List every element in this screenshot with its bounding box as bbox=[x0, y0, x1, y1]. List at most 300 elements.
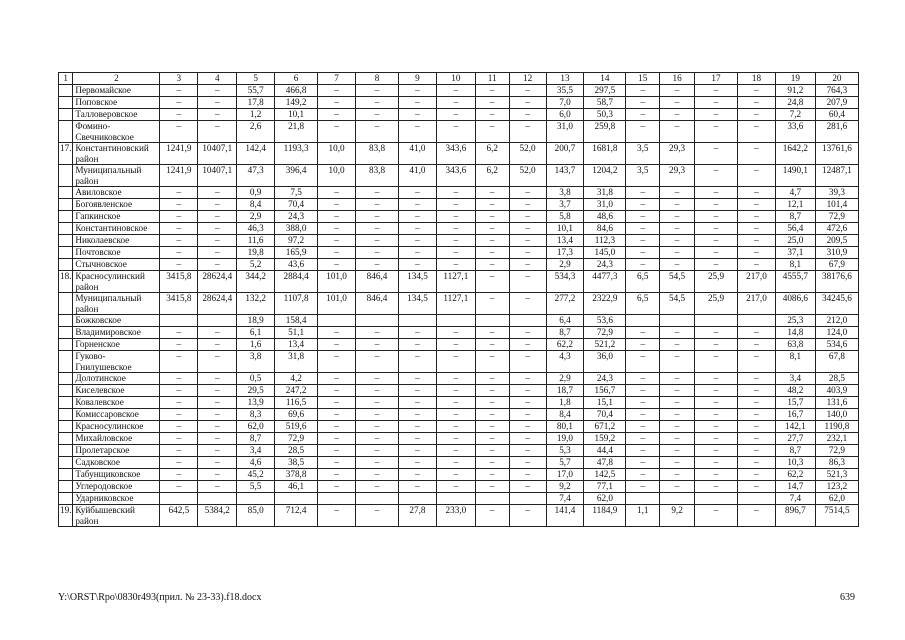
table-cell: – bbox=[160, 121, 198, 143]
table-row bbox=[59, 421, 859, 433]
table-cell bbox=[198, 493, 237, 505]
table-cell: – bbox=[509, 121, 546, 143]
table-cell: 58,7 bbox=[584, 97, 626, 109]
table-cell: Ковалевское bbox=[73, 397, 160, 409]
table-cell: – bbox=[198, 445, 237, 457]
table-cell: 25,9 bbox=[694, 271, 737, 293]
table-cell: – bbox=[475, 351, 509, 373]
table-cell: – bbox=[626, 385, 660, 397]
table-cell: 143,7 bbox=[546, 165, 584, 187]
table-cell: – bbox=[198, 373, 237, 385]
table-cell: – bbox=[356, 199, 399, 211]
column-number-cell: 12 bbox=[509, 73, 546, 85]
table-cell: 3,5 bbox=[626, 143, 660, 165]
table-row bbox=[59, 165, 859, 187]
table-cell: – bbox=[694, 199, 737, 211]
table-cell: 4,2 bbox=[275, 373, 318, 385]
table-cell: – bbox=[436, 409, 475, 421]
table-cell: Талловеровское bbox=[73, 109, 160, 121]
table-cell: – bbox=[738, 445, 776, 457]
table-cell: 846,4 bbox=[356, 293, 399, 315]
table-cell bbox=[275, 493, 318, 505]
table-row bbox=[59, 373, 859, 385]
column-number-cell: 1 bbox=[59, 73, 73, 85]
table-cell: – bbox=[160, 421, 198, 433]
table-cell: – bbox=[660, 259, 695, 271]
table-cell: 1204,2 bbox=[584, 165, 626, 187]
table-row bbox=[59, 187, 859, 199]
table-cell: 7,2 bbox=[775, 109, 815, 121]
table-cell: 47,3 bbox=[237, 165, 275, 187]
table-cell: 67,9 bbox=[815, 259, 858, 271]
table-cell: – bbox=[694, 469, 737, 481]
table-cell: – bbox=[626, 373, 660, 385]
table-cell: 7,0 bbox=[546, 97, 584, 109]
table-cell: 8,7 bbox=[237, 433, 275, 445]
table-cell: – bbox=[436, 385, 475, 397]
table-cell: – bbox=[509, 397, 546, 409]
table-cell: Углеродовское bbox=[73, 481, 160, 493]
table-cell bbox=[59, 187, 73, 199]
table-cell: – bbox=[356, 187, 399, 199]
table-cell: – bbox=[318, 397, 356, 409]
table-cell: 6,2 bbox=[475, 165, 509, 187]
table-row bbox=[59, 85, 859, 97]
table-cell: – bbox=[399, 211, 437, 223]
table-cell: – bbox=[694, 481, 737, 493]
table-cell: – bbox=[356, 327, 399, 339]
table-cell: – bbox=[399, 327, 437, 339]
table-cell: – bbox=[356, 247, 399, 259]
table-cell: – bbox=[436, 85, 475, 97]
table-cell: – bbox=[694, 121, 737, 143]
table-cell: 200,7 bbox=[546, 143, 584, 165]
table-cell: – bbox=[626, 109, 660, 121]
table-cell: Садковское bbox=[73, 457, 160, 469]
table-cell: – bbox=[738, 457, 776, 469]
table-cell: 31,0 bbox=[546, 121, 584, 143]
table-cell: 39,3 bbox=[815, 187, 858, 199]
table-cell: 17,3 bbox=[546, 247, 584, 259]
table-cell: – bbox=[318, 187, 356, 199]
table-cell bbox=[59, 199, 73, 211]
table-cell: 472,6 bbox=[815, 223, 858, 235]
table-row bbox=[59, 143, 859, 165]
column-number-cell: 3 bbox=[160, 73, 198, 85]
table-cell: – bbox=[509, 235, 546, 247]
table-cell: – bbox=[399, 385, 437, 397]
table-cell: 63,8 bbox=[775, 339, 815, 351]
table-cell: – bbox=[509, 421, 546, 433]
table-cell: 62,2 bbox=[775, 469, 815, 481]
table-cell: 1,6 bbox=[237, 339, 275, 351]
table-cell: 62,0 bbox=[815, 493, 858, 505]
table-cell: – bbox=[318, 339, 356, 351]
column-number-cell: 19 bbox=[775, 73, 815, 85]
table-cell: – bbox=[694, 457, 737, 469]
page-number: 639 bbox=[840, 592, 855, 603]
table-cell: 54,5 bbox=[660, 293, 695, 315]
table-cell: 84,6 bbox=[584, 223, 626, 235]
table-cell: 8,7 bbox=[546, 327, 584, 339]
table-cell: – bbox=[160, 457, 198, 469]
table-cell: 343,6 bbox=[436, 143, 475, 165]
table-cell bbox=[694, 493, 737, 505]
table-cell: – bbox=[198, 211, 237, 223]
table-cell: Богоявленское bbox=[73, 199, 160, 211]
column-number-cell: 15 bbox=[626, 73, 660, 85]
table-cell bbox=[59, 493, 73, 505]
table-cell: – bbox=[198, 327, 237, 339]
table-cell: – bbox=[475, 327, 509, 339]
table-cell: – bbox=[626, 187, 660, 199]
table-cell: – bbox=[436, 421, 475, 433]
table-cell: Авиловское bbox=[73, 187, 160, 199]
table-cell: 10,1 bbox=[275, 109, 318, 121]
table-cell: – bbox=[318, 433, 356, 445]
table-cell: – bbox=[738, 327, 776, 339]
table-cell: – bbox=[738, 199, 776, 211]
table-cell: 140,0 bbox=[815, 409, 858, 421]
table-body bbox=[59, 73, 859, 527]
table-cell: – bbox=[738, 121, 776, 143]
table-cell: – bbox=[318, 409, 356, 421]
table-cell: – bbox=[160, 223, 198, 235]
table-cell: Ударниковское bbox=[73, 493, 160, 505]
table-row bbox=[59, 445, 859, 457]
table-cell: 158,4 bbox=[275, 315, 318, 327]
table-cell: – bbox=[356, 397, 399, 409]
table-cell: 31,8 bbox=[275, 351, 318, 373]
table-cell: – bbox=[198, 187, 237, 199]
table-cell bbox=[237, 493, 275, 505]
table-cell: 51,1 bbox=[275, 327, 318, 339]
table-cell: 6,5 bbox=[626, 271, 660, 293]
table-cell bbox=[318, 315, 356, 327]
table-cell: – bbox=[475, 271, 509, 293]
table-cell: – bbox=[399, 409, 437, 421]
table-cell: – bbox=[660, 469, 695, 481]
table-cell bbox=[475, 315, 509, 327]
table-cell: – bbox=[318, 351, 356, 373]
table-cell: – bbox=[399, 187, 437, 199]
table-cell: – bbox=[399, 481, 437, 493]
table-cell: – bbox=[475, 409, 509, 421]
table-cell: 671,2 bbox=[584, 421, 626, 433]
table-cell bbox=[59, 469, 73, 481]
table-cell: 344,2 bbox=[237, 271, 275, 293]
table-cell: 1241,9 bbox=[160, 165, 198, 187]
table-cell bbox=[59, 327, 73, 339]
table-cell: 45,2 bbox=[237, 469, 275, 481]
column-number-cell: 7 bbox=[318, 73, 356, 85]
table-cell bbox=[198, 315, 237, 327]
table-cell: 134,5 bbox=[399, 293, 437, 315]
table-cell: – bbox=[356, 223, 399, 235]
table-cell: – bbox=[738, 235, 776, 247]
table-cell: – bbox=[436, 397, 475, 409]
table-cell: 8,4 bbox=[237, 199, 275, 211]
table-cell bbox=[738, 493, 776, 505]
table-cell: – bbox=[318, 97, 356, 109]
table-cell: – bbox=[694, 187, 737, 199]
table-cell: – bbox=[475, 385, 509, 397]
column-number-cell: 16 bbox=[660, 73, 695, 85]
table-cell: 12,1 bbox=[775, 199, 815, 211]
table-cell: 1,2 bbox=[237, 109, 275, 121]
table-cell: – bbox=[198, 409, 237, 421]
table-cell: 277,2 bbox=[546, 293, 584, 315]
column-number-cell: 8 bbox=[356, 73, 399, 85]
table-cell: – bbox=[694, 165, 737, 187]
table-cell: – bbox=[356, 97, 399, 109]
table-cell: 4,7 bbox=[775, 187, 815, 199]
table-cell: – bbox=[318, 85, 356, 97]
table-cell: 207,9 bbox=[815, 97, 858, 109]
table-cell: – bbox=[660, 385, 695, 397]
table-row bbox=[59, 385, 859, 397]
table-cell: – bbox=[475, 211, 509, 223]
table-cell: – bbox=[660, 351, 695, 373]
table-cell: – bbox=[356, 445, 399, 457]
table-cell: – bbox=[660, 421, 695, 433]
table-cell: 8,1 bbox=[775, 259, 815, 271]
table-cell: 16,7 bbox=[775, 409, 815, 421]
table-cell: – bbox=[356, 211, 399, 223]
table-cell: – bbox=[399, 339, 437, 351]
table-cell: – bbox=[738, 385, 776, 397]
table-cell: – bbox=[475, 97, 509, 109]
table-cell: 2,9 bbox=[546, 373, 584, 385]
table-cell: 38176,6 bbox=[815, 271, 858, 293]
table-cell: Поповское bbox=[73, 97, 160, 109]
table-cell bbox=[59, 409, 73, 421]
table-cell bbox=[509, 493, 546, 505]
table-row bbox=[59, 433, 859, 445]
table-cell: – bbox=[160, 109, 198, 121]
table-cell: 21,8 bbox=[275, 121, 318, 143]
column-number-cell: 5 bbox=[237, 73, 275, 85]
table-cell: 28,5 bbox=[815, 373, 858, 385]
table-cell: 15,1 bbox=[584, 397, 626, 409]
table-cell: 33,6 bbox=[775, 121, 815, 143]
table-cell: 521,2 bbox=[584, 339, 626, 351]
table-cell: 83,8 bbox=[356, 143, 399, 165]
table-cell: – bbox=[509, 271, 546, 293]
table-cell: – bbox=[160, 259, 198, 271]
table-cell: – bbox=[738, 109, 776, 121]
table-cell bbox=[399, 315, 437, 327]
table-cell: 1184,9 bbox=[584, 505, 626, 527]
table-cell: – bbox=[198, 199, 237, 211]
table-cell: 4,3 bbox=[546, 351, 584, 373]
table-cell: 8,3 bbox=[237, 409, 275, 421]
table-cell: – bbox=[356, 109, 399, 121]
table-cell: 145,0 bbox=[584, 247, 626, 259]
table-cell: – bbox=[660, 85, 695, 97]
table-cell: 9,2 bbox=[660, 505, 695, 527]
table-cell bbox=[475, 493, 509, 505]
table-cell: 10,0 bbox=[318, 165, 356, 187]
table-cell: Долотинское bbox=[73, 373, 160, 385]
table-cell: Почтовское bbox=[73, 247, 160, 259]
table-cell: – bbox=[660, 433, 695, 445]
table-cell: 34245,6 bbox=[815, 293, 858, 315]
table-row bbox=[59, 293, 859, 315]
table-cell: – bbox=[660, 223, 695, 235]
table-cell: 27,7 bbox=[775, 433, 815, 445]
table-cell: – bbox=[509, 385, 546, 397]
table-cell: – bbox=[509, 187, 546, 199]
table-cell bbox=[59, 457, 73, 469]
table-cell bbox=[59, 433, 73, 445]
table-cell: – bbox=[626, 445, 660, 457]
table-cell: – bbox=[694, 143, 737, 165]
table-cell: 13761,6 bbox=[815, 143, 858, 165]
table-row bbox=[59, 259, 859, 271]
table-cell: – bbox=[198, 481, 237, 493]
table-cell: – bbox=[399, 121, 437, 143]
table-cell: – bbox=[399, 97, 437, 109]
table-cell: 1107,8 bbox=[275, 293, 318, 315]
table-cell: 9,2 bbox=[546, 481, 584, 493]
table-cell: 1,1 bbox=[626, 505, 660, 527]
table-cell: 19,8 bbox=[237, 247, 275, 259]
table-cell: 3,8 bbox=[237, 351, 275, 373]
table-cell: – bbox=[198, 109, 237, 121]
table-cell: – bbox=[509, 199, 546, 211]
table-cell: – bbox=[160, 445, 198, 457]
table-cell: – bbox=[436, 373, 475, 385]
table-cell: 132,2 bbox=[237, 293, 275, 315]
table-cell: – bbox=[318, 259, 356, 271]
table-cell: 101,0 bbox=[318, 293, 356, 315]
table-cell: – bbox=[436, 481, 475, 493]
table-cell: – bbox=[660, 457, 695, 469]
table-cell: – bbox=[160, 481, 198, 493]
table-cell: – bbox=[399, 421, 437, 433]
table-cell: 69,6 bbox=[275, 409, 318, 421]
table-cell: – bbox=[318, 373, 356, 385]
table-cell: 116,5 bbox=[275, 397, 318, 409]
table-cell: – bbox=[694, 385, 737, 397]
table-cell: 124,0 bbox=[815, 327, 858, 339]
table-cell: – bbox=[356, 85, 399, 97]
table-cell: – bbox=[509, 457, 546, 469]
table-cell: – bbox=[694, 109, 737, 121]
table-cell: 48,6 bbox=[584, 211, 626, 223]
data-table-container bbox=[58, 72, 859, 527]
table-cell: 37,1 bbox=[775, 247, 815, 259]
table-cell: – bbox=[436, 259, 475, 271]
table-cell: 72,9 bbox=[815, 445, 858, 457]
table-cell: 70,4 bbox=[584, 409, 626, 421]
table-cell: – bbox=[738, 505, 776, 527]
table-cell: 62,0 bbox=[237, 421, 275, 433]
table-cell: – bbox=[475, 121, 509, 143]
table-cell: – bbox=[318, 457, 356, 469]
table-cell: – bbox=[694, 397, 737, 409]
table-cell: – bbox=[509, 293, 546, 315]
table-cell: – bbox=[738, 85, 776, 97]
table-cell: – bbox=[436, 121, 475, 143]
table-cell bbox=[59, 445, 73, 457]
table-cell: – bbox=[660, 109, 695, 121]
table-cell: – bbox=[436, 235, 475, 247]
table-cell bbox=[59, 421, 73, 433]
table-cell: – bbox=[475, 457, 509, 469]
table-cell: 18,7 bbox=[546, 385, 584, 397]
table-cell: – bbox=[160, 339, 198, 351]
table-cell: – bbox=[660, 247, 695, 259]
table-cell: 72,9 bbox=[815, 211, 858, 223]
table-cell: 86,3 bbox=[815, 457, 858, 469]
table-cell: – bbox=[509, 469, 546, 481]
table-cell: – bbox=[318, 385, 356, 397]
table-cell: 29,5 bbox=[237, 385, 275, 397]
table-cell: 56,4 bbox=[775, 223, 815, 235]
table-cell: – bbox=[160, 351, 198, 373]
table-cell: – bbox=[356, 121, 399, 143]
table-cell: – bbox=[738, 187, 776, 199]
table-cell: 3415,8 bbox=[160, 293, 198, 315]
table-cell bbox=[436, 315, 475, 327]
table-cell bbox=[59, 97, 73, 109]
table-cell: 27,8 bbox=[399, 505, 437, 527]
table-cell: 70,4 bbox=[275, 199, 318, 211]
table-cell: Красносулинское bbox=[73, 421, 160, 433]
table-cell: 54,5 bbox=[660, 271, 695, 293]
table-cell bbox=[59, 109, 73, 121]
table-cell: Муниципальный район bbox=[73, 165, 160, 187]
table-cell: Константиновский район bbox=[73, 143, 160, 165]
table-cell: – bbox=[694, 211, 737, 223]
table-cell: – bbox=[356, 351, 399, 373]
table-cell bbox=[626, 493, 660, 505]
table-cell: 12487,1 bbox=[815, 165, 858, 187]
table-cell: 38,5 bbox=[275, 457, 318, 469]
table-cell: 3415,8 bbox=[160, 271, 198, 293]
table-cell: – bbox=[509, 259, 546, 271]
table-cell: – bbox=[436, 339, 475, 351]
table-cell: 2,6 bbox=[237, 121, 275, 143]
table-cell: 43,6 bbox=[275, 259, 318, 271]
table-cell: – bbox=[356, 469, 399, 481]
table-cell: – bbox=[160, 433, 198, 445]
table-cell: 10407,1 bbox=[198, 143, 237, 165]
table-cell: 521,3 bbox=[815, 469, 858, 481]
table-cell: 24,3 bbox=[584, 373, 626, 385]
table-cell: – bbox=[626, 199, 660, 211]
table-cell bbox=[356, 493, 399, 505]
table-cell: – bbox=[399, 457, 437, 469]
table-row bbox=[59, 481, 859, 493]
table-cell: 3,4 bbox=[237, 445, 275, 457]
table-cell: – bbox=[356, 433, 399, 445]
table-cell: 142,4 bbox=[237, 143, 275, 165]
table-cell: – bbox=[160, 211, 198, 223]
table-cell: – bbox=[626, 259, 660, 271]
table-cell: 41,0 bbox=[399, 143, 437, 165]
table-cell: 17,8 bbox=[237, 97, 275, 109]
table-cell: – bbox=[738, 143, 776, 165]
table-cell: – bbox=[626, 409, 660, 421]
table-cell: – bbox=[509, 339, 546, 351]
table-cell: – bbox=[626, 327, 660, 339]
table-cell: 232,1 bbox=[815, 433, 858, 445]
table-cell: Горненское bbox=[73, 339, 160, 351]
table-cell bbox=[738, 315, 776, 327]
